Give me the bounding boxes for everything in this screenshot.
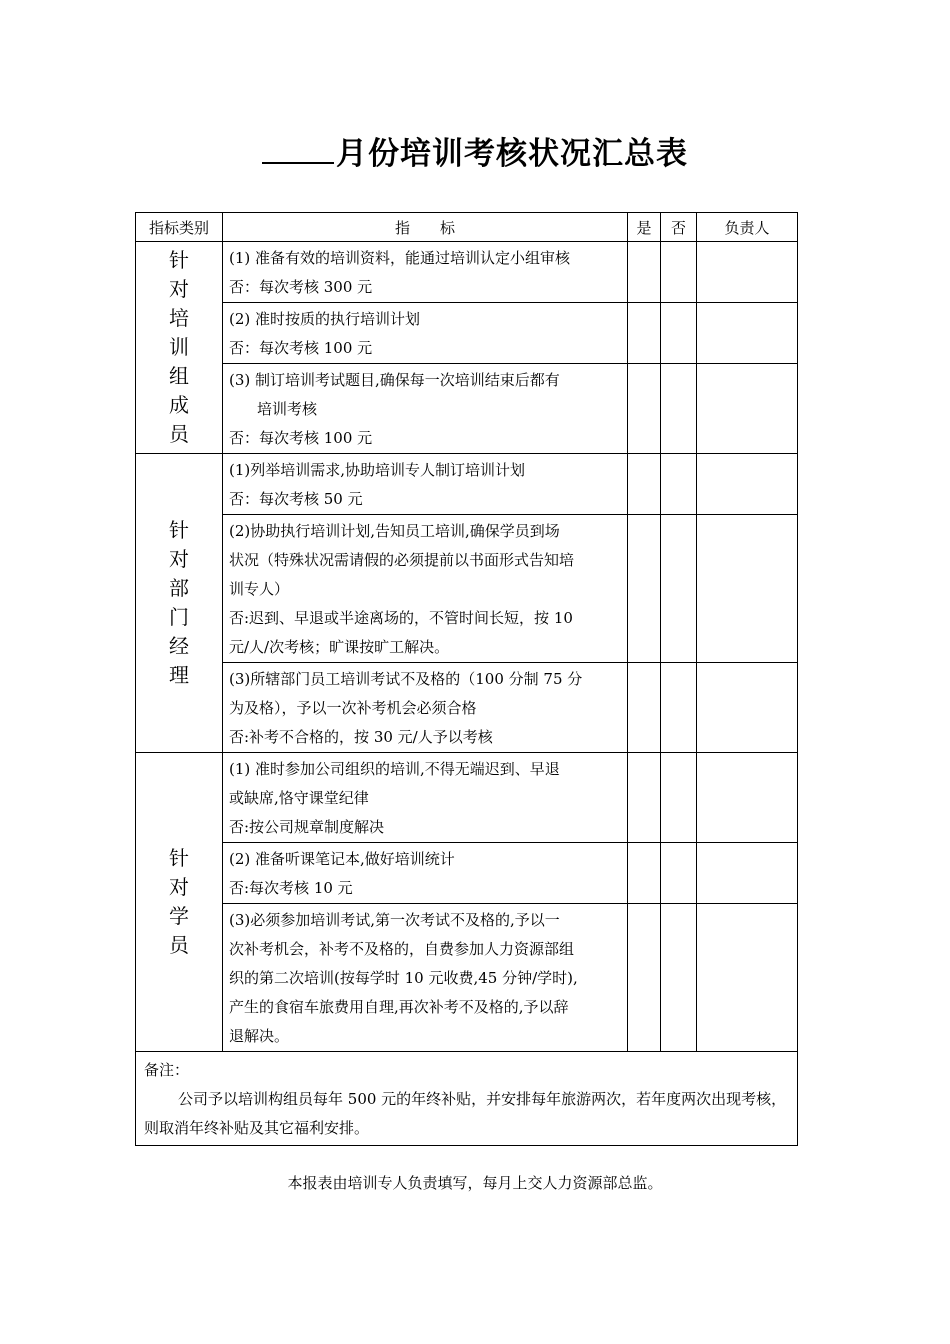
no-cell[interactable] [661, 364, 697, 454]
indicator-cell [223, 843, 628, 904]
owner-cell[interactable] [697, 303, 798, 364]
yes-cell[interactable] [628, 843, 661, 904]
table-body [136, 242, 798, 1052]
footer-note: 本报表由培训专人负责填写，每月上交人力资源部总监。 [287, 1174, 663, 1192]
owner-cell[interactable] [697, 843, 798, 904]
table-row [136, 753, 798, 843]
indicator-line: 或缺席,恪守课堂纪律 [229, 789, 369, 807]
header-indicator: 指 标 [223, 213, 628, 242]
note-label: 备注： [144, 1061, 190, 1079]
indicator-line: 元/人/次考核；旷课按旷工解决。 [229, 638, 450, 656]
no-cell[interactable] [661, 753, 697, 843]
yes-cell[interactable] [628, 364, 661, 454]
category-char: 员 [169, 933, 189, 957]
header-category: 指标类别 [136, 213, 223, 242]
table-row [136, 242, 798, 303]
note-text: 公司予以培训构组员每年 500 元的年终补贴，并安排每年旅游两次，若年度两次出现考核，则取消年终补贴及其它福利安排。 [144, 1090, 787, 1137]
no-cell[interactable] [661, 454, 697, 515]
no-cell[interactable] [661, 663, 697, 753]
table-row [136, 303, 798, 364]
indicator-line: 训专人） [229, 580, 290, 598]
indicator-line: 培训考核 [257, 400, 318, 418]
table-row [136, 454, 798, 515]
no-cell[interactable] [661, 303, 697, 364]
no-cell[interactable] [661, 843, 697, 904]
yes-cell[interactable] [628, 904, 661, 1052]
indicator-line: 否：每次考核 50 元 [229, 490, 363, 508]
category-char: 对 [169, 875, 189, 899]
category-char: 组 [169, 364, 189, 388]
category-char: 成 [169, 393, 189, 417]
no-cell[interactable] [661, 904, 697, 1052]
month-blank [262, 136, 334, 164]
indicator-line: (2)协助执行培训计划,告知员工培训,确保学员到场 [229, 522, 560, 540]
category-char: 理 [169, 663, 189, 687]
category-char: 对 [169, 277, 189, 301]
category-char: 对 [169, 547, 189, 571]
indicator-cell [223, 904, 628, 1052]
indicator-cell [223, 303, 628, 364]
no-cell[interactable] [661, 242, 697, 303]
summary-table [135, 212, 798, 1146]
indicator-line: 次补考机会，补考不及格的，自费参加人力资源部组 [229, 940, 575, 958]
category-char: 训 [169, 335, 189, 359]
owner-cell[interactable] [697, 904, 798, 1052]
indicator-line: 织的第二次培训(按每学时 10 元收费,45 分钟/学时), [229, 969, 578, 987]
title-text: 月份培训考核状况汇总表 [336, 136, 688, 172]
indicator-line: (3)必须参加培训考试,第一次考试不及格的,予以一 [229, 911, 560, 929]
indicator-cell [223, 364, 628, 454]
table-row [136, 515, 798, 663]
yes-cell[interactable] [628, 753, 661, 843]
indicator-cell [223, 242, 628, 303]
indicator-line: 状况（特殊状况需请假的必须提前以书面形式告知培 [229, 551, 575, 569]
indicator-line: 否:迟到、早退或半途离场的，不管时间长短，按 10 [229, 609, 573, 627]
indicator-line: 否：每次考核 100 元 [229, 429, 373, 447]
category-char: 门 [169, 605, 189, 629]
indicator-line: 产生的食宿车旅费用自理,再次补考不及格的,予以辞 [229, 998, 569, 1016]
table-row [136, 904, 798, 1052]
category-char: 学 [169, 904, 189, 928]
indicator-cell [223, 753, 628, 843]
yes-cell[interactable] [628, 515, 661, 663]
category-char: 针 [169, 248, 189, 272]
header-no: 否 [661, 213, 697, 242]
indicator-line: (3)所辖部门员工培训考试不及格的（100 分制 75 分 [229, 670, 583, 688]
indicator-cell [223, 663, 628, 753]
indicator-line: 否：每次考核 300 元 [229, 278, 373, 296]
indicator-line: 否:每次考核 10 元 [229, 879, 353, 897]
category-char: 针 [169, 846, 189, 870]
note-cell [136, 1052, 798, 1146]
indicator-line: (2) 准备听课笔记本,做好培训统计 [229, 850, 455, 868]
indicator-line: (1) 准备有效的培训资料，能通过培训认定小组审核 [229, 249, 571, 267]
owner-cell[interactable] [697, 242, 798, 303]
indicator-cell [223, 454, 628, 515]
note-row [136, 1052, 798, 1146]
table-row [136, 364, 798, 454]
owner-cell[interactable] [697, 454, 798, 515]
no-cell[interactable] [661, 515, 697, 663]
category-char: 针 [169, 518, 189, 542]
owner-cell[interactable] [697, 364, 798, 454]
table-row [136, 843, 798, 904]
category-cell [136, 242, 223, 454]
owner-cell[interactable] [697, 515, 798, 663]
category-char: 部 [169, 576, 189, 600]
yes-cell[interactable] [628, 242, 661, 303]
indicator-line: (3) 制订培训考试题目,确保每一次培训结束后都有 [229, 371, 560, 389]
header-row [136, 213, 798, 242]
indicator-line: (1) 准时参加公司组织的培训,不得无端迟到、早退 [229, 760, 560, 778]
category-cell [136, 454, 223, 753]
indicator-line: (2) 准时按质的执行培训计划 [229, 310, 421, 328]
yes-cell[interactable] [628, 454, 661, 515]
header-owner: 负责人 [697, 213, 798, 242]
table-row [136, 663, 798, 753]
indicator-line: (1)列举培训需求,协助培训专人制订培训计划 [229, 461, 526, 479]
page-title [0, 128, 950, 173]
indicator-line: 否:按公司规章制度解决 [229, 818, 385, 836]
category-char: 培 [169, 306, 189, 330]
indicator-line: 否:补考不合格的，按 30 元/人予以考核 [229, 728, 493, 746]
yes-cell[interactable] [628, 663, 661, 753]
category-cell [136, 753, 223, 1052]
owner-cell[interactable] [697, 753, 798, 843]
indicator-line: 否：每次考核 100 元 [229, 339, 373, 357]
indicator-line: 退解决。 [229, 1027, 290, 1045]
category-char: 经 [169, 634, 189, 658]
indicator-cell [223, 515, 628, 663]
header-yes: 是 [628, 213, 661, 242]
owner-cell[interactable] [697, 663, 798, 753]
yes-cell[interactable] [628, 303, 661, 364]
category-char: 员 [169, 422, 189, 446]
indicator-line: 为及格），予以一次补考机会必须合格 [229, 699, 477, 717]
